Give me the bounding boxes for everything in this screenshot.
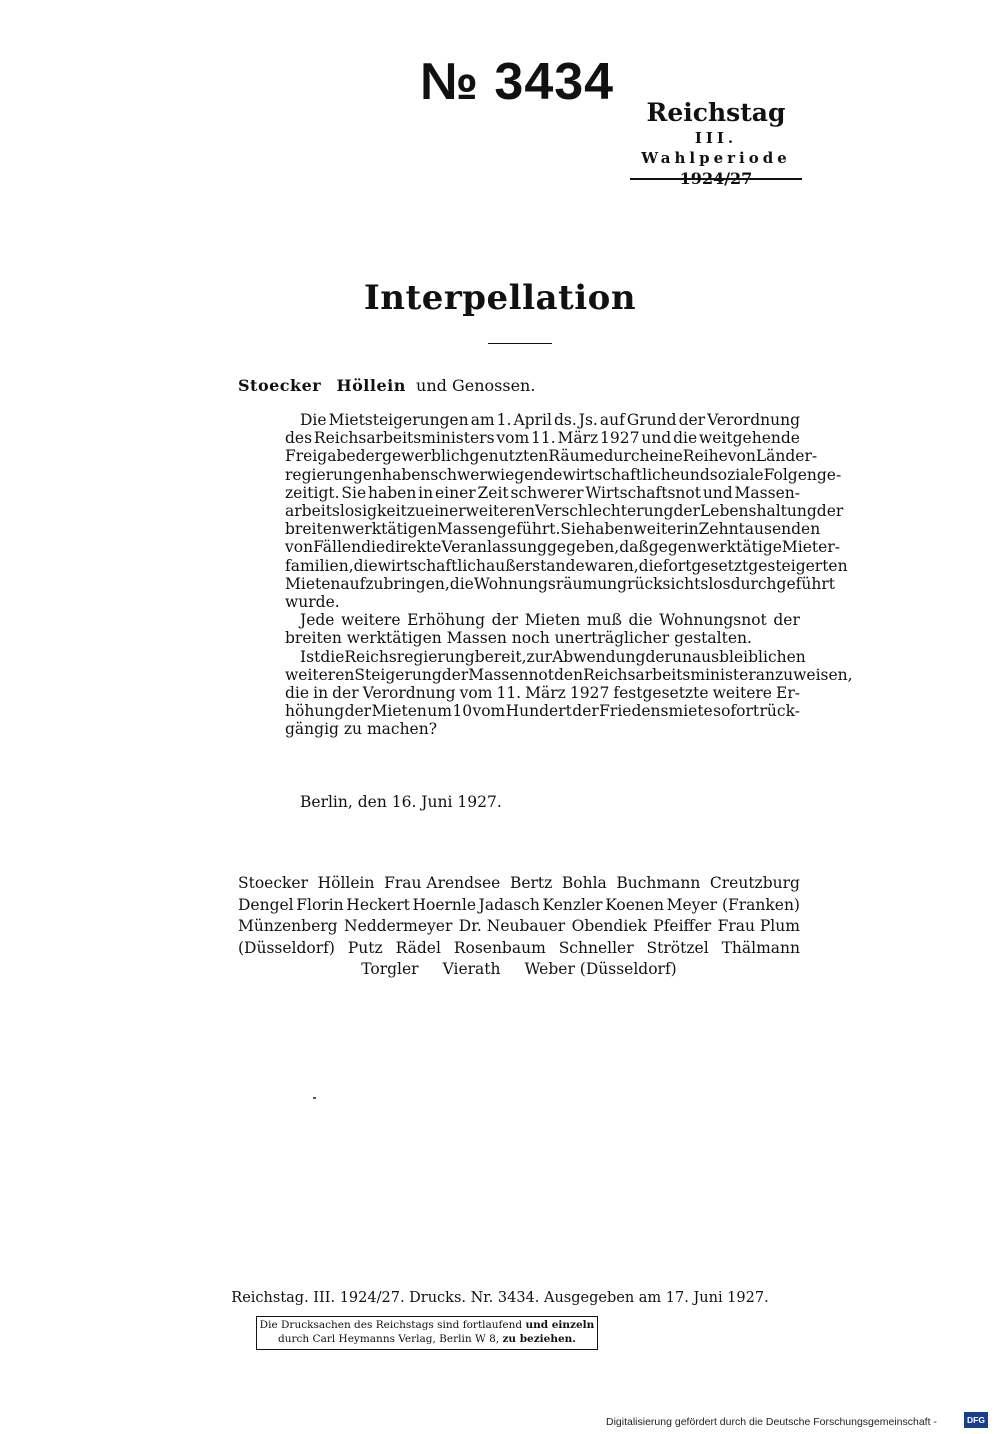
authors-suffix: und Genossen. (416, 376, 536, 395)
signatories (238, 873, 800, 981)
footer-distribution-notice (256, 1316, 598, 1350)
signer-name: Höllein (317, 874, 375, 892)
signer-name: Florin (296, 895, 344, 914)
body-line: breiten werktätigen Massen geführt. Sie haben weiter in Zehntausenden (285, 520, 821, 539)
signer-name: Hoernle (412, 895, 477, 914)
document-type-title: Interpellation (363, 278, 637, 318)
body-line: Mieten aufzubringen, die Wohnungsräumung rücksichtslos durchgeführt (285, 574, 835, 593)
body-line: von Fällen die direkte Veranlassung gegeben, daß gegen werktätige Mieter- (285, 538, 840, 557)
title-rule (488, 343, 552, 344)
body-line: zeitigt. Sie haben in einer Zeit schwerer Wirtschaftsnot und Massen- (285, 483, 800, 502)
notice-text: durch Carl Heymanns Verlag, Berlin W 8, (278, 1332, 503, 1345)
signer-name: Neddermeyer (344, 917, 453, 935)
date-line: Berlin, den 16. Juni 1927. (300, 793, 502, 811)
signer-row (238, 959, 800, 981)
signer-name: Thälmann (721, 938, 800, 957)
scan-speck (313, 1097, 316, 1099)
electoral-period: III. Wahlperiode (641, 129, 791, 167)
interpellation-body (285, 411, 853, 739)
body-line: die in der Verordnung vom 11. März 1927 festgesetzte weitere Er- (285, 684, 800, 703)
signer-name: Koenen (605, 895, 665, 914)
signer-name: Heckert (346, 895, 410, 914)
footer-publication-line: Reichstag. III. 1924/27. Drucks. Nr. 3434. Ausgegeben am 17. Juni 1927. (231, 1290, 769, 1306)
authors-line (238, 376, 535, 395)
body-line: Jede weitere Erhöhung der Mieten muß die Wohnungsnot der (300, 611, 800, 630)
body-line: breiten werktätigen Massen noch unerträglicher gestalten. (285, 629, 752, 648)
dfg-logo: DFG (964, 1412, 988, 1428)
signer-row (238, 938, 800, 960)
signer-row (238, 873, 800, 895)
signer-name: Kenzler (542, 895, 603, 914)
signer-name: Strötzel (646, 938, 709, 957)
institution-name: Reichstag (646, 98, 786, 127)
body-line: wurde. (285, 593, 340, 612)
signer-name: Buchmann (616, 874, 701, 892)
signer-name: Münzenberg (238, 917, 338, 935)
body-line: Freigabe der gewerblich genutzten Räume durch eine Reihe von Länder- (285, 447, 818, 466)
signer-name: (Düsseldorf) (238, 938, 335, 957)
author-name: Stoecker (238, 376, 322, 395)
body-line: Die Mietsteigerungen am 1. April ds. Js. auf Grund der Verordnung (300, 411, 800, 429)
body-line: weiteren Steigerung der Massennot den Reichsarbeitsminister anzuweisen, (285, 665, 853, 684)
body-line: höhung der Mieten um 10 vom Hundert der Friedensmiete sofort rück- (285, 702, 800, 721)
signer-name: Schneller (558, 938, 634, 957)
signer-row (238, 895, 800, 917)
signer-name: Bertz (509, 874, 553, 892)
signer-name: Vierath (442, 960, 501, 978)
signer-name: Dr. Neubauer (458, 917, 566, 935)
signer-name: Rädel (395, 938, 441, 957)
signer-name: Obendiek (571, 917, 647, 935)
body-line: des Reichsarbeitsministers vom 11. März 1927 und die weitgehende (285, 429, 800, 448)
signer-name: Meyer (Franken) (666, 895, 800, 914)
notice-text-bold: und einzeln (525, 1319, 595, 1331)
body-line: familien, die wirtschaftlich außerstande waren, die fortgesetzt gesteigerten (285, 556, 848, 575)
signer-name: Stoecker (238, 874, 309, 892)
signer-name: Frau Plum (717, 917, 800, 935)
signer-name: Dengel (238, 895, 294, 914)
signer-name: Weber (Düsseldorf) (524, 960, 677, 978)
document-number: № 3434 (420, 53, 615, 111)
body-line: Ist die Reichsregierung bereit, zur Abwendung der unausbleiblichen (300, 647, 806, 666)
notice-text-bold: zu beziehen. (502, 1332, 576, 1345)
body-line: regierungen haben schwerwiegende wirtschaftliche und soziale Folgen ge- (285, 465, 842, 484)
notice-text: Die Drucksachen des Reichstags sind fortlaufend (259, 1319, 526, 1331)
body-line: gängig zu machen? (285, 720, 438, 739)
signer-name: Putz (347, 938, 383, 957)
signer-name: Pfeiffer (653, 917, 712, 935)
period-years: 1924/27 (679, 169, 753, 188)
signer-name: Rosenbaum (453, 938, 546, 957)
signer-name: Frau Arendsee (384, 874, 501, 892)
body-line: arbeitslosigkeit zu einer weiteren Verschlechterung der Lebenshaltung der (285, 502, 844, 521)
signer-name: Creutzburg (709, 874, 800, 892)
signer-name: Torgler (361, 960, 419, 978)
signer-name: Jadasch (478, 895, 540, 914)
signer-row (238, 916, 800, 938)
header-block (628, 98, 804, 190)
header-rule (630, 178, 802, 180)
author-name: Höllein (336, 376, 406, 395)
digitization-credit: Digitalisierung gefördert durch die Deutsche Forschungsgemeinschaft - (606, 1416, 937, 1428)
signer-name: Bohla (561, 874, 607, 892)
